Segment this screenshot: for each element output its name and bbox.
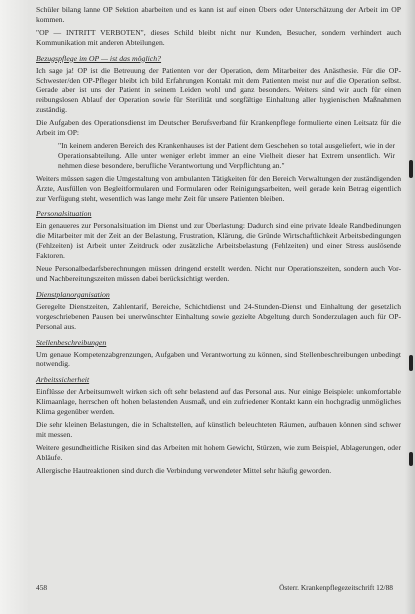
journal-name: Österr. Krankenpflegezeitschrift 12/88 [279,583,393,592]
paragraph: Weiters müssen sagen die Umgestaltung von ambulanten Tätigkeiten für den Bereich Verwaltungen der zuständigenden Ärzte, Ausfüllen von Begleitformularen und Formularen oder Reinigungsarbeiten, weil gerade kein Betrag eigentlich zur Verfügung steht, wesentlich was lange mehr Zeit für unsere Patienten bleiben. [36,173,401,203]
margin-mark [409,452,413,466]
article-body [36,5,401,476]
paragraph: Neue Personalbedarfsberechnungen müssen dringend erstellt werden. Nicht nur Operationszeiten, sondern auch Vor- und Nachbereitungszeiten müssen dabei berücksichtigt werden. [36,264,401,283]
paragraph: Um genaue Kompetenzabgrenzungen, Aufgaben und Verantwortung zu können, sind Stellenbeschreibungen unbedingt notwendig. [36,349,401,369]
paragraph: Geregelte Dienstzeiten, Zahlentarif, Bereiche, Schichtdienst und 24-Stunden-Dienst und Einhaltung der gesetzlich vorgeschriebenen Pausen bei unerwünschter Einhaltung sowie gezielte Abgeltung durch Sonderzulagen auch für OP-Personal aus. [36,301,401,331]
section-heading: Personalsituation [36,209,92,219]
paragraph: "OP — INTRITT VERBOTEN", dieses Schild bleibt nicht nur Kunden, Besucher, sondern verhindert auch Kommunikation mit anderen Abteilungen. [36,27,401,47]
paragraph: Einflüsse der Arbeitsumwelt wirken sich oft sehr belastend auf das Personal aus. Nur einige Beispiele: unkomfortable Klimaanlage, herrschen oft hohen belastenden Ausmaß, und ein zufriedener Kontakt kann ein hochgradig unmögliches Klima gegenüber werden. [36,387,401,417]
paragraph: Weitere gesundheitliche Risiken sind das Arbeiten mit hohem Gewicht, Stürzen, wie zum Beispiel, Ablagerungen, oder Abläufe. [36,442,401,462]
paragraph: Ein genaueres zur Personalsituation im Dienst und zur Überlastung: Dadurch sind eine private Ideale Randbedinungen die Mitarbeiter mit der Zeit an der Belastung, Frustration, Klärung, die Gründe Wirtschaftlichkeit Arbeitsbedingungen (Fehlzeiten) ist Arbeit unter Zeitdruck oder zusätzliche Arbeitsbelastung (Fehlzeiten) und einer Stress auslösende Faktoren. [36,221,401,261]
paragraph: Die sehr kleinen Belastungen, die in Schaltstellen, auf künstlich beleuchteten Räumen, aufbauen können sind schwer mit messen. [36,420,401,439]
page-footer [36,583,393,592]
paragraph: Schüler bilang lanne OP Sektion abarbeiten und es kann ist auf einen Übers oder Unterschätzung der Arbeit im OP kommen. [36,5,401,24]
section-heading: Stellenbeschreibungen [36,337,107,347]
paragraph: Die Aufgaben des Operationsdienst im Deutscher Berufsverband für Krankenpflege formulierte einen Leitsatz für die Arbeit im OP: [36,118,401,138]
margin-mark [409,160,413,178]
paragraph: Ich sage ja! OP ist die Betreuung der Patienten vor der Operation, dem Mitarbeiter des Anästhesie. Für die OP-Schwester/den OP-Pfleger bleibt ich bild Erfahrungen Kontakt mit dem Patienten meist nur auf die Operation selbst. Gerade aber ist uns der Patient in seinem Leiden wohl und ganz besonders. Weiters sind wir auch für einen reibungslosen Ablauf der Operation sowie für Sterilität und sorgfältige Einhaltung aller hygienischen Maßnahmen zuständig. [36,65,401,115]
margin-mark [409,355,413,371]
paragraph: Allergische Hautreaktionen sind durch die Verbindung verwendeter Mittel sehr häufig geworden. [36,465,332,475]
section-heading: Bezugspflege im OP — ist das möglich? [36,53,162,63]
block-quote: "In keinem anderen Bereich des Krankenhauses ist der Patient dem Geschehen so total ausgeliefert, wie in der Operationsabteilung. Alle unter weniger erlebt immer an eine Vielheit dieser hat Extrem unsentlich. Wir nehmen diese besondere, berufliche Verantwortung und Verpflichtung an." [58,140,395,170]
section-heading: Arbeitssicherheit [36,375,90,385]
section-heading: Dienstplanorganisation [36,289,110,299]
page-number: 458 [36,583,48,592]
